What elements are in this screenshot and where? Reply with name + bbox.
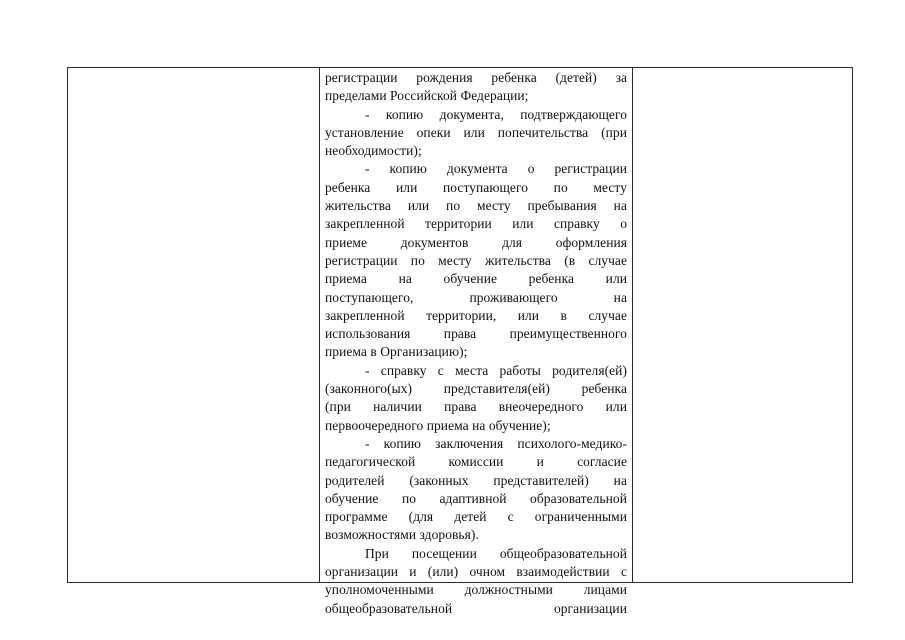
text-line: приеме документов для оформления	[325, 234, 627, 250]
text-line: - справку с места работы родителя(ей)	[365, 362, 627, 378]
text-line: установление опеки или попечительства (при	[325, 124, 627, 140]
text-line: возможностями здоровья).	[325, 527, 479, 543]
table-cell-middle	[325, 69, 627, 618]
text-line: жительства или по месту пребывания на	[325, 198, 627, 214]
text-line: - копию заключения психолого-медико-	[365, 435, 627, 451]
text-line: обучение по адаптивной образовательной	[325, 490, 627, 506]
text-line: родителей (законных представителей) на	[325, 472, 627, 488]
table-cell-left	[68, 68, 319, 582]
text-line: общеобразовательной организации	[325, 600, 627, 616]
text-line: приема на обучение ребенка или	[325, 271, 627, 287]
text-line: необходимости);	[325, 143, 422, 159]
text-line: использования права преимущественного	[325, 326, 627, 342]
text-line: педагогической комиссии и согласие	[325, 454, 627, 470]
table-cell-right	[633, 68, 852, 582]
column-divider-left	[319, 68, 320, 582]
text-line: ребенка или поступающего по месту	[325, 179, 627, 195]
text-line: (законного(ых) представителя(ей) ребенка	[325, 381, 627, 397]
text-line: уполномоченными должностными лицами	[325, 582, 627, 598]
text-line: При посещении общеобразовательной	[365, 545, 627, 561]
text-line: закрепленной территории, или в случае	[325, 307, 627, 323]
text-line: закрепленной территории или справку о	[325, 216, 627, 232]
text-line: программе (для детей с ограниченными	[325, 509, 627, 525]
text-line: поступающего, проживающего на	[325, 289, 627, 305]
text-line: приема в Организацию);	[325, 344, 468, 360]
text-line: организации и (или) очном взаимодействии с	[325, 564, 627, 580]
text-line: регистрации рождения ребенка (детей) за	[325, 70, 627, 85]
text-line: пределами Российской Федерации;	[325, 88, 529, 104]
text-line: регистрации по месту жительства (в случае	[325, 252, 627, 268]
text-line: первоочередного приема на обучение);	[325, 417, 551, 433]
text-line: - копию документа, подтверждающего	[365, 106, 627, 122]
text-line: (при наличии права внеочередного или	[325, 399, 627, 415]
document-table	[67, 67, 853, 616]
text-line: - копию документа о регистрации	[365, 161, 627, 177]
